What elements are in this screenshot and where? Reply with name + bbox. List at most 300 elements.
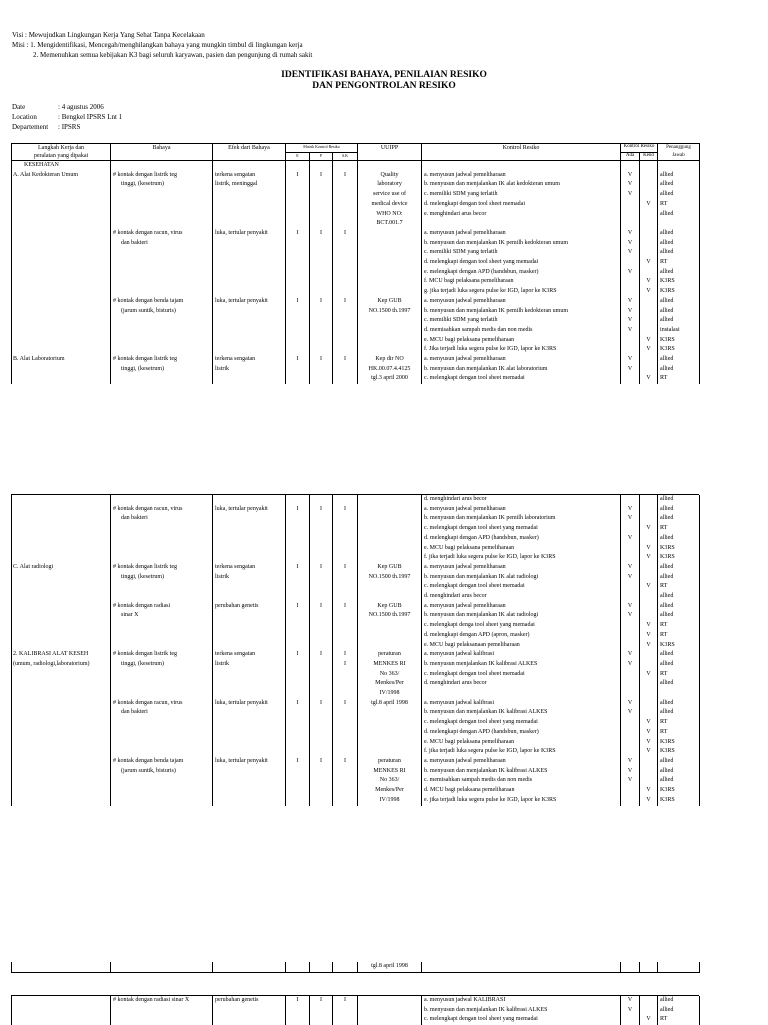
cell-e (286, 621, 310, 631)
cell-penanggung: RT (658, 374, 700, 384)
cell-sk (333, 180, 358, 190)
cell-efek (213, 190, 286, 200)
cell-efek: listrik (213, 660, 286, 670)
cell-kend (640, 563, 658, 573)
cell-penanggung: RT (658, 728, 700, 738)
cell-bahaya: # kontak dengan listrik teg (111, 650, 213, 660)
cell-e (286, 747, 310, 757)
cell-kontrol: d. melengkapi dengan APD (handsbun, masker) (422, 534, 621, 544)
cell-e: I (286, 757, 310, 767)
cell-ada: V (621, 190, 640, 200)
cell-bahaya: tinggi, (kesetrum) (111, 573, 213, 583)
cell-ada: V (621, 757, 640, 767)
cell-penanggung: allied (658, 573, 700, 583)
cell-e (286, 679, 310, 689)
cell-ada (621, 631, 640, 641)
cell-ada (621, 258, 640, 268)
cell-sk (333, 747, 358, 757)
department-label: Departement (12, 123, 49, 131)
cell-bahaya (111, 641, 213, 651)
cell-e: I (286, 996, 310, 1006)
cell-bahaya (111, 200, 213, 210)
cell-langkah (12, 641, 111, 651)
cell-kontrol: a. menyusun jadwal pemeliharaan (422, 505, 621, 515)
cell-e (286, 553, 310, 563)
cell-langkah (12, 592, 111, 602)
cell-bahaya (111, 1006, 213, 1016)
cell-sk (333, 621, 358, 631)
cell-p (310, 689, 333, 699)
cell-e (286, 277, 310, 287)
cell-uuipp: service use of (358, 190, 422, 200)
cell-ada (621, 200, 640, 210)
cell-kontrol: d. melengkapi dengan tool sheet yang memadai (422, 258, 621, 268)
cell-bahaya (111, 161, 213, 171)
cell-langkah (12, 524, 111, 534)
cell-efek: listrik (213, 573, 286, 583)
cell-bahaya (111, 374, 213, 384)
cell-ada (621, 287, 640, 297)
cell-uuipp: NO.1500 th.1997 (358, 307, 422, 317)
cell-bahaya: (jarum suntik, bisturis) (111, 767, 213, 777)
cell-efek (213, 786, 286, 796)
cell-langkah (12, 287, 111, 297)
cell-kend (640, 161, 658, 171)
cell-langkah (12, 258, 111, 268)
table-row (12, 200, 700, 210)
cell-p (310, 621, 333, 631)
cell-efek (213, 524, 286, 534)
cell-penanggung: allied (658, 505, 700, 515)
table-row (12, 738, 700, 748)
cell-sk (333, 544, 358, 554)
cell-penanggung: K3RS (658, 553, 700, 563)
cell-kend: V (640, 786, 658, 796)
cell-penanggung: allied (658, 248, 700, 258)
cell-penanggung: allied (658, 611, 700, 621)
cell-kend (640, 514, 658, 524)
cell-efek (213, 336, 286, 346)
cell-bahaya: # kontak dengan listrik teg (111, 171, 213, 181)
cell-penanggung: allied (658, 534, 700, 544)
cell-p (310, 495, 333, 505)
cell-e (286, 582, 310, 592)
cell-efek (213, 326, 286, 336)
cell-penanggung: RT (658, 200, 700, 210)
cell-penanggung: allied (658, 767, 700, 777)
cell-ada: V (621, 514, 640, 524)
location-label: Location (12, 113, 37, 121)
cell-penanggung: K3RS (658, 738, 700, 748)
cell-kontrol: c. memiliki SDM yang terlatih (422, 190, 621, 200)
cell-p (310, 345, 333, 355)
cell-sk (333, 641, 358, 651)
cell-langkah (12, 544, 111, 554)
table-row (12, 505, 700, 515)
col-efek: Efek dari Bahaya (213, 144, 286, 161)
table-row (12, 660, 700, 670)
cell-penanggung: allied (658, 650, 700, 660)
risk-table-section-3 (11, 962, 700, 973)
cell-uuipp (358, 718, 422, 728)
cell-kend (640, 689, 658, 699)
cell-kontrol: c. melengkapi dengan tool sheet memadai (422, 582, 621, 592)
department-value: : IPSRS (58, 123, 81, 131)
cell-sk (333, 336, 358, 346)
cell-efek: luka, tertular penyakit (213, 699, 286, 709)
table-row (12, 307, 700, 317)
cell-kontrol: c. melengkapi denga tool sheet yang memadai (422, 621, 621, 631)
cell-uuipp: NO.1500 th.1997 (358, 573, 422, 583)
cell-kend (640, 355, 658, 365)
cell-p (310, 514, 333, 524)
cell-langkah (12, 1006, 111, 1016)
cell-bahaya: # kontak dengan benda tajam (111, 297, 213, 307)
cell-bahaya: # kontak dengan radiasi sinar X (111, 996, 213, 1006)
cell-langkah (12, 679, 111, 689)
table-row (12, 544, 700, 554)
cell-sk (333, 345, 358, 355)
cell-langkah (12, 796, 111, 806)
cell-sk: I (333, 355, 358, 365)
cell-kontrol: a. menyusun jadwal kalibrasi (422, 650, 621, 660)
cell-sk: I (333, 996, 358, 1006)
cell-langkah (12, 767, 111, 777)
cell-penanggung: allied (658, 699, 700, 709)
cell-bahaya (111, 190, 213, 200)
cell-ada (621, 582, 640, 592)
cell-p (310, 796, 333, 806)
cell-efek (213, 219, 286, 229)
cell-efek (213, 200, 286, 210)
cell-langkah (12, 514, 111, 524)
cell-penanggung (658, 219, 700, 229)
cell-uuipp: NO.1500 th.1997 (358, 611, 422, 621)
cell-e (286, 962, 310, 972)
cell-penanggung: allied (658, 563, 700, 573)
cell-p: I (310, 355, 333, 365)
cell-e (286, 718, 310, 728)
cell-uuipp: Menkes/Per (358, 786, 422, 796)
cell-sk (333, 592, 358, 602)
cell-uuipp: IV/1998 (358, 796, 422, 806)
table-row (12, 277, 700, 287)
cell-bahaya: (jarum suntik, bisturis) (111, 307, 213, 317)
cell-efek (213, 611, 286, 621)
cell-ada: V (621, 767, 640, 777)
cell-langkah (12, 631, 111, 641)
cell-penanggung: RT (658, 258, 700, 268)
cell-kend (640, 297, 658, 307)
cell-kontrol: e. MCU bagi pelaksana pemeliharaan (422, 738, 621, 748)
cell-efek: terkena sengatan (213, 355, 286, 365)
cell-langkah (12, 180, 111, 190)
table-row (12, 679, 700, 689)
cell-kend (640, 219, 658, 229)
cell-ada: V (621, 307, 640, 317)
cell-kend (640, 679, 658, 689)
cell-uuipp (358, 514, 422, 524)
cell-kontrol: c. memisahkan sampah medis dan non medis (422, 776, 621, 786)
cell-e (286, 287, 310, 297)
cell-uuipp: tgl.8 april 1998 (358, 962, 422, 972)
cell-kend: V (640, 631, 658, 641)
cell-langkah (12, 307, 111, 317)
cell-uuipp: medical device (358, 200, 422, 210)
cell-langkah (12, 277, 111, 287)
cell-sk (333, 365, 358, 375)
cell-penanggung: allied (658, 229, 700, 239)
cell-kend (640, 611, 658, 621)
cell-p (310, 307, 333, 317)
cell-ada (621, 718, 640, 728)
table-row (12, 631, 700, 641)
cell-kontrol: b. menyusun dan menjalankan IK alat radiologi (422, 573, 621, 583)
cell-uuipp (358, 336, 422, 346)
table-row (12, 161, 700, 171)
cell-ada: V (621, 602, 640, 612)
cell-p: I (310, 229, 333, 239)
cell-sk (333, 277, 358, 287)
cell-ada: V (621, 660, 640, 670)
cell-sk (333, 239, 358, 249)
cell-ada: V (621, 180, 640, 190)
cell-uuipp (358, 268, 422, 278)
table-row (12, 650, 700, 660)
cell-uuipp: HK.00.07.4.4125 (358, 365, 422, 375)
cell-e (286, 631, 310, 641)
cell-uuipp: No 363/ (358, 776, 422, 786)
cell-ada: V (621, 316, 640, 326)
cell-penanggung: RT (658, 670, 700, 680)
cell-kontrol: e. MCU bagi pelaksanaan pemeliharaan (422, 641, 621, 651)
cell-kend: V (640, 277, 658, 287)
cell-p (310, 573, 333, 583)
col-sk: S.K (333, 152, 358, 161)
cell-efek: terkena sengatan (213, 563, 286, 573)
cell-uuipp (358, 641, 422, 651)
cell-sk: I (333, 171, 358, 181)
table-row (12, 582, 700, 592)
cell-e (286, 268, 310, 278)
cell-kontrol (422, 219, 621, 229)
cell-uuipp (358, 316, 422, 326)
cell-kend (640, 365, 658, 375)
cell-e (286, 786, 310, 796)
cell-bahaya: # kontak dengan radiasi (111, 602, 213, 612)
cell-kontrol: a. menyusun jadwal pemeliharaan (422, 602, 621, 612)
document-title-line-1: IDENTIFIKASI BAHAYA, PENILAIAN RESIKO (281, 70, 487, 80)
cell-ada: V (621, 650, 640, 660)
cell-kontrol (422, 689, 621, 699)
cell-kontrol: a. menyusun jadwal pemeliharaan (422, 563, 621, 573)
table-row (12, 258, 700, 268)
cell-efek: luka, tertular penyakit (213, 229, 286, 239)
cell-penanggung: allied (658, 757, 700, 767)
cell-penanggung: allied (658, 514, 700, 524)
cell-langkah (12, 699, 111, 709)
cell-kend (640, 268, 658, 278)
cell-efek (213, 514, 286, 524)
cell-ada (621, 219, 640, 229)
cell-kend (640, 307, 658, 317)
cell-e (286, 544, 310, 554)
cell-uuipp: tgl.8 april 1998 (358, 699, 422, 709)
cell-kend (640, 757, 658, 767)
cell-langkah (12, 210, 111, 220)
cell-langkah: B. Alat Laboratorium (12, 355, 111, 365)
cell-langkah (12, 728, 111, 738)
table-row (12, 718, 700, 728)
cell-langkah: (umum, radiologi,laboratorium) (12, 660, 111, 670)
cell-ada (621, 738, 640, 748)
cell-e (286, 307, 310, 317)
cell-kend: V (640, 287, 658, 297)
cell-sk (333, 767, 358, 777)
cell-langkah (12, 495, 111, 505)
cell-kontrol: c. melengkapi dengan tool sheet memadai (422, 374, 621, 384)
cell-e (286, 316, 310, 326)
cell-penanggung: allied (658, 679, 700, 689)
cell-efek: listrik (213, 365, 286, 375)
cell-kontrol: b. menyusun dan menjalankan IK kalibrasi ALKES (422, 708, 621, 718)
cell-kend: V (640, 641, 658, 651)
cell-penanggung: allied (658, 495, 700, 505)
cell-p (310, 336, 333, 346)
cell-p (310, 524, 333, 534)
cell-efek: terkena sengatan (213, 650, 286, 660)
cell-efek (213, 592, 286, 602)
cell-kend (640, 962, 658, 972)
cell-ada: V (621, 355, 640, 365)
cell-penanggung: RT (658, 718, 700, 728)
cell-penanggung: RT (658, 582, 700, 592)
col-kontrol: Kontrol Resiko (422, 144, 621, 161)
cell-langkah (12, 229, 111, 239)
cell-bahaya: # kontak dengan listrik teg (111, 563, 213, 573)
cell-e (286, 524, 310, 534)
cell-kend: V (640, 200, 658, 210)
table-row (12, 210, 700, 220)
cell-sk: I (333, 699, 358, 709)
cell-kontrol: e. menghindari arus becor (422, 210, 621, 220)
cell-e: I (286, 355, 310, 365)
cell-efek (213, 776, 286, 786)
cell-efek (213, 534, 286, 544)
cell-ada: V (621, 268, 640, 278)
cell-ada: V (621, 365, 640, 375)
cell-p (310, 534, 333, 544)
cell-bahaya: # kontak dengan listrik teg (111, 355, 213, 365)
cell-kontrol: b. menyusun dan menjalankan IK alat kedokteran umum (422, 180, 621, 190)
cell-e (286, 708, 310, 718)
cell-penanggung: RT (658, 1015, 700, 1025)
cell-kend (640, 699, 658, 709)
cell-e (286, 258, 310, 268)
cell-sk (333, 679, 358, 689)
cell-e (286, 374, 310, 384)
cell-uuipp (358, 747, 422, 757)
cell-e (286, 326, 310, 336)
cell-p: I (310, 563, 333, 573)
cell-bahaya (111, 210, 213, 220)
visi-text: Visi : Mewujudkan Lingkungan Kerja Yang Sehat Tanpa Kecelakaan (12, 31, 205, 39)
cell-e: I (286, 602, 310, 612)
cell-e: I (286, 505, 310, 515)
cell-langkah (12, 621, 111, 631)
cell-penanggung (658, 689, 700, 699)
cell-uuipp (358, 582, 422, 592)
cell-bahaya (111, 258, 213, 268)
cell-p (310, 641, 333, 651)
cell-efek (213, 258, 286, 268)
cell-uuipp: IV/1998 (358, 689, 422, 699)
cell-langkah: 2. KALIBRASI ALAT KESEH (12, 650, 111, 660)
cell-p: I (310, 297, 333, 307)
cell-penanggung: K3RS (658, 641, 700, 651)
cell-e (286, 573, 310, 583)
cell-p (310, 631, 333, 641)
cell-uuipp: peraturan (358, 650, 422, 660)
cell-efek (213, 374, 286, 384)
cell-bahaya (111, 544, 213, 554)
cell-kontrol: g. jika terjadi luka segera pulse ke IGD, lapor ke K3RS (422, 287, 621, 297)
cell-ada: V (621, 1006, 640, 1016)
cell-langkah (12, 553, 111, 563)
cell-langkah (12, 602, 111, 612)
table-row (12, 365, 700, 375)
cell-bahaya (111, 268, 213, 278)
cell-kontrol: d. melengkapi dengan APD (apron, masker) (422, 631, 621, 641)
cell-sk (333, 210, 358, 220)
cell-p (310, 553, 333, 563)
cell-kend (640, 602, 658, 612)
cell-e (286, 219, 310, 229)
cell-e (286, 1006, 310, 1016)
cell-uuipp (358, 708, 422, 718)
cell-ada (621, 553, 640, 563)
cell-langkah (12, 708, 111, 718)
cell-kontrol: c. memiliki SDM yang terlatih (422, 248, 621, 258)
cell-uuipp (358, 248, 422, 258)
table-row (12, 708, 700, 718)
cell-p (310, 365, 333, 375)
cell-kend: V (640, 582, 658, 592)
cell-e (286, 514, 310, 524)
cell-langkah (12, 316, 111, 326)
cell-e: I (286, 229, 310, 239)
cell-e (286, 776, 310, 786)
cell-kend: V (640, 524, 658, 534)
cell-sk: I (333, 505, 358, 515)
cell-ada (621, 679, 640, 689)
cell-sk: I (333, 229, 358, 239)
cell-efek (213, 307, 286, 317)
cell-kontrol (422, 962, 621, 972)
table-row (12, 514, 700, 524)
cell-efek (213, 268, 286, 278)
table-row (12, 767, 700, 777)
cell-bahaya: # kontak dengan racun, virus (111, 229, 213, 239)
cell-uuipp (358, 229, 422, 239)
cell-uuipp (358, 239, 422, 249)
cell-kontrol: b. menyusun dan menjalankan IK kalibrasi ALKES (422, 767, 621, 777)
cell-langkah (12, 248, 111, 258)
cell-bahaya (111, 277, 213, 287)
cell-kontrol: a. menyusun jadwal KALIBRASI (422, 996, 621, 1006)
cell-bahaya (111, 524, 213, 534)
cell-p (310, 161, 333, 171)
